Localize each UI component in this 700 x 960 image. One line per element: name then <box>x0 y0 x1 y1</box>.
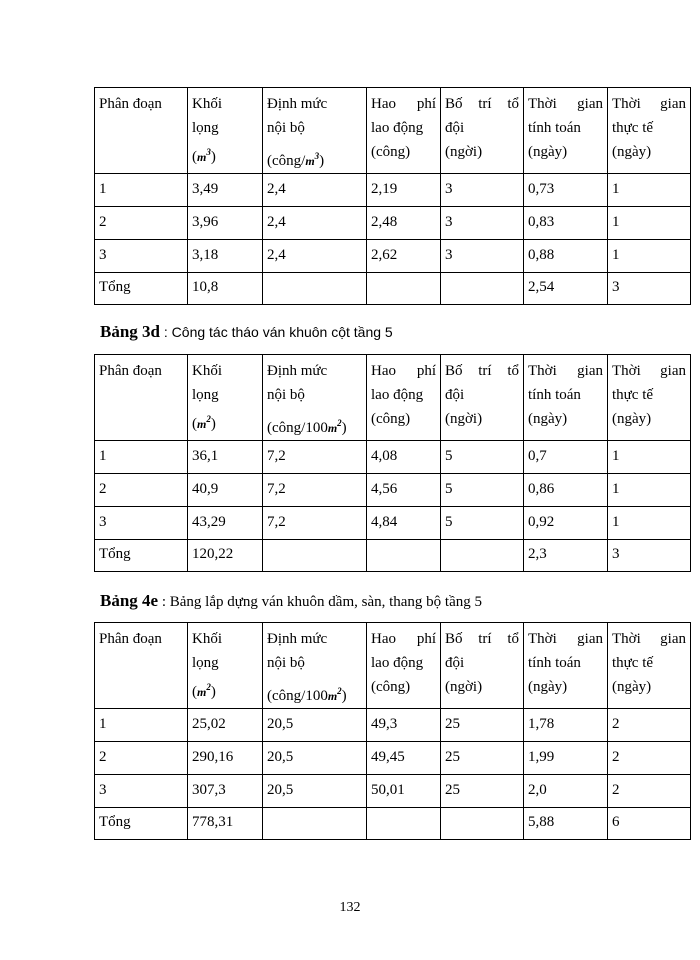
cell-khoi-luong: 40,9 <box>188 474 263 507</box>
header-hao-phi: Hao phí lao động (công) <box>367 623 441 709</box>
header-bo-tri: Bố trí tổ đội (ngời) <box>441 623 524 709</box>
total-tg-thuc-te: 6 <box>608 808 691 840</box>
header-phan-doan: Phân đoạn <box>95 88 188 174</box>
total-bo-tri <box>441 273 524 305</box>
cell-tg-thuc-te: 1 <box>608 441 691 474</box>
caption-label: Bảng 3d <box>100 322 160 341</box>
header-khoi-luong: Khối lọng $(m^3)$ <box>188 88 263 174</box>
total-hao-phi <box>367 540 441 572</box>
cell-tg-thuc-te: 1 <box>608 207 691 240</box>
header-dinh-muc: Định mức nội bộ $(công/m^3)$ <box>263 88 367 174</box>
total-hao-phi <box>367 808 441 840</box>
cell-tg-tinh-toan: 1,78 <box>524 709 608 742</box>
header-tg-thuc-te: Thời gian thực tế (ngày) <box>608 355 691 441</box>
total-dinh-muc <box>263 273 367 305</box>
cell-tg-thuc-te: 2 <box>608 775 691 808</box>
cell-phan-doan: 3 <box>95 507 188 540</box>
cell-phan-doan: 2 <box>95 474 188 507</box>
cell-hao-phi: 2,48 <box>367 207 441 240</box>
table-row <box>95 441 691 474</box>
total-phan-doan: Tổng <box>95 273 188 305</box>
cell-hao-phi: 2,62 <box>367 240 441 273</box>
cell-hao-phi: 4,08 <box>367 441 441 474</box>
total-khoi-luong: 778,31 <box>188 808 263 840</box>
total-tg-tinh-toan: 5,88 <box>524 808 608 840</box>
cell-tg-tinh-toan: 0,73 <box>524 174 608 207</box>
cell-tg-thuc-te: 2 <box>608 709 691 742</box>
header-phan-doan: Phân đoạn <box>95 355 188 441</box>
cell-hao-phi: 50,01 <box>367 775 441 808</box>
cell-phan-doan: 2 <box>95 207 188 240</box>
cell-phan-doan: 1 <box>95 174 188 207</box>
total-tg-tinh-toan: 2,3 <box>524 540 608 572</box>
header-tg-tinh-toan: Thời gian tính toán (ngày) <box>524 88 608 174</box>
cell-dinh-muc: 7,2 <box>263 507 367 540</box>
header-tg-tinh-toan: Thời gian tính toán (ngày) <box>524 355 608 441</box>
header-khoi-luong: Khối lọng $(m^2)$ <box>188 623 263 709</box>
table-2 <box>94 354 691 572</box>
header-dinh-muc: Định mức nội bộ $(công/100m^2)$ <box>263 623 367 709</box>
header-hao-phi: Hao phí lao động (công) <box>367 88 441 174</box>
table-row <box>95 240 691 273</box>
cell-phan-doan: 3 <box>95 775 188 808</box>
cell-tg-tinh-toan: 0,92 <box>524 507 608 540</box>
header-phan-doan: Phân đoạn <box>95 623 188 709</box>
table-row <box>95 742 691 775</box>
caption-text: : Bảng lắp dựng ván khuôn dầm, sàn, thang bộ tầng 5 <box>158 594 483 610</box>
cell-dinh-muc: 20,5 <box>263 742 367 775</box>
total-khoi-luong: 120,22 <box>188 540 263 572</box>
cell-tg-tinh-toan: 1,99 <box>524 742 608 775</box>
cell-phan-doan: 1 <box>95 709 188 742</box>
cell-dinh-muc: 20,5 <box>263 709 367 742</box>
caption-table-3d <box>100 322 393 342</box>
cell-tg-tinh-toan: 0,7 <box>524 441 608 474</box>
header-bo-tri: Bố trí tổ đội (ngời) <box>441 355 524 441</box>
cell-tg-tinh-toan: 0,86 <box>524 474 608 507</box>
table-row <box>95 174 691 207</box>
header-hao-phi: Hao phí lao động (công) <box>367 355 441 441</box>
table-3 <box>94 622 691 840</box>
cell-khoi-luong: 290,16 <box>188 742 263 775</box>
table-row <box>95 474 691 507</box>
table-row <box>95 207 691 240</box>
cell-dinh-muc: 20,5 <box>263 775 367 808</box>
total-khoi-luong: 10,8 <box>188 273 263 305</box>
cell-khoi-luong: 3,96 <box>188 207 263 240</box>
cell-hao-phi: 49,45 <box>367 742 441 775</box>
table-header-row <box>95 623 691 709</box>
header-tg-thuc-te: Thời gian thực tế (ngày) <box>608 88 691 174</box>
cell-bo-tri: 5 <box>441 507 524 540</box>
cell-khoi-luong: 3,18 <box>188 240 263 273</box>
cell-tg-thuc-te: 1 <box>608 174 691 207</box>
table-header-row <box>95 355 691 441</box>
cell-khoi-luong: 3,49 <box>188 174 263 207</box>
cell-hao-phi: 49,3 <box>367 709 441 742</box>
total-tg-tinh-toan: 2,54 <box>524 273 608 305</box>
cell-bo-tri: 3 <box>441 240 524 273</box>
total-dinh-muc <box>263 808 367 840</box>
cell-bo-tri: 25 <box>441 709 524 742</box>
cell-tg-tinh-toan: 2,0 <box>524 775 608 808</box>
table-row <box>95 709 691 742</box>
cell-khoi-luong: 307,3 <box>188 775 263 808</box>
header-tg-tinh-toan: Thời gian tính toán (ngày) <box>524 623 608 709</box>
cell-dinh-muc: 7,2 <box>263 474 367 507</box>
table-row <box>95 775 691 808</box>
total-bo-tri <box>441 808 524 840</box>
cell-bo-tri: 5 <box>441 441 524 474</box>
total-row <box>95 540 691 572</box>
total-row <box>95 808 691 840</box>
header-bo-tri: Bố trí tổ đội (ngời) <box>441 88 524 174</box>
total-bo-tri <box>441 540 524 572</box>
header-khoi-luong: Khối lọng $(m^2)$ <box>188 355 263 441</box>
cell-hao-phi: 4,56 <box>367 474 441 507</box>
total-row <box>95 273 691 305</box>
cell-dinh-muc: 2,4 <box>263 240 367 273</box>
cell-tg-tinh-toan: 0,83 <box>524 207 608 240</box>
cell-tg-thuc-te: 1 <box>608 240 691 273</box>
table-1 <box>94 87 691 305</box>
page-number: 132 <box>339 900 361 915</box>
cell-dinh-muc: 2,4 <box>263 207 367 240</box>
cell-phan-doan: 1 <box>95 441 188 474</box>
caption-label: Bảng 4e <box>100 591 159 610</box>
cell-tg-thuc-te: 1 <box>608 507 691 540</box>
caption-table-4e <box>100 591 482 611</box>
total-phan-doan: Tổng <box>95 540 188 572</box>
cell-bo-tri: 5 <box>441 474 524 507</box>
cell-phan-doan: 3 <box>95 240 188 273</box>
cell-phan-doan: 2 <box>95 742 188 775</box>
total-tg-thuc-te: 3 <box>608 540 691 572</box>
total-phan-doan: Tổng <box>95 808 188 840</box>
cell-dinh-muc: 2,4 <box>263 174 367 207</box>
total-tg-thuc-te: 3 <box>608 273 691 305</box>
header-dinh-muc: Định mức nội bộ $(công/100m^2)$ <box>263 355 367 441</box>
cell-dinh-muc: 7,2 <box>263 441 367 474</box>
cell-tg-thuc-te: 1 <box>608 474 691 507</box>
cell-bo-tri: 3 <box>441 207 524 240</box>
table-row <box>95 507 691 540</box>
cell-khoi-luong: 43,29 <box>188 507 263 540</box>
cell-bo-tri: 25 <box>441 775 524 808</box>
cell-hao-phi: 2,19 <box>367 174 441 207</box>
cell-hao-phi: 4,84 <box>367 507 441 540</box>
caption-text: : Công tác tháo ván khuôn cột tầng 5 <box>160 324 393 340</box>
cell-tg-thuc-te: 2 <box>608 742 691 775</box>
cell-khoi-luong: 36,1 <box>188 441 263 474</box>
table-header-row <box>95 88 691 174</box>
total-dinh-muc <box>263 540 367 572</box>
header-tg-thuc-te: Thời gian thực tế (ngày) <box>608 623 691 709</box>
total-hao-phi <box>367 273 441 305</box>
cell-bo-tri: 3 <box>441 174 524 207</box>
cell-khoi-luong: 25,02 <box>188 709 263 742</box>
cell-bo-tri: 25 <box>441 742 524 775</box>
cell-tg-tinh-toan: 0,88 <box>524 240 608 273</box>
